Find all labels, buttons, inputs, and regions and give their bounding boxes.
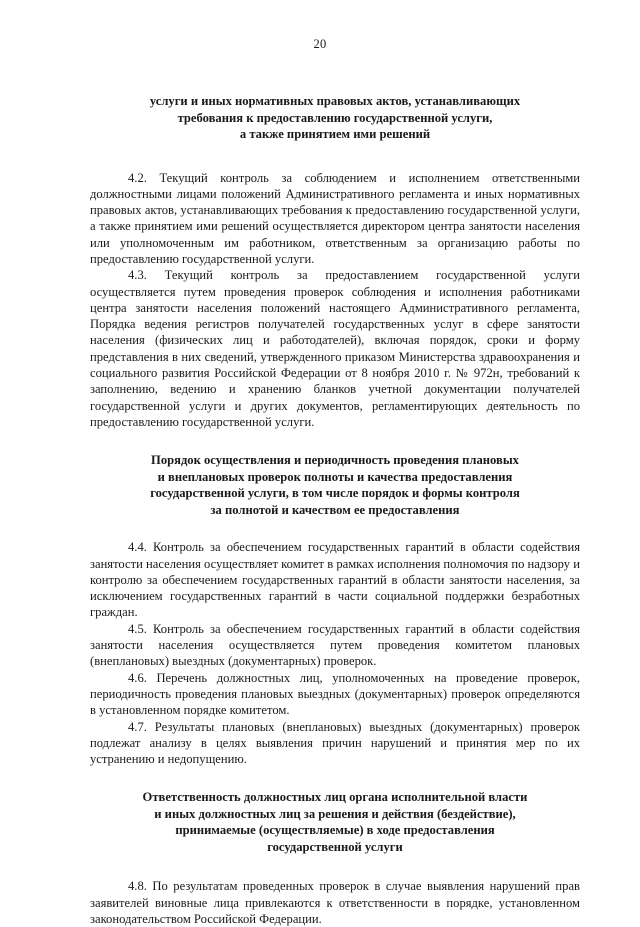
- heading-line: Порядок осуществления и периодичность проведения плановых: [151, 453, 519, 468]
- page-number: 20: [313, 37, 327, 51]
- section-heading-responsibility: [90, 789, 580, 855]
- heading-line: Ответственность должностных лиц органа исполнительной власти: [142, 790, 528, 805]
- heading-line: требования к предоставлению государственной услуги,: [177, 110, 493, 125]
- paragraph-4-7: 4.7. Результаты плановых (внеплановых) выездных (документарных) проверок подлежат анализу в целях выявления причин нарушений и принятия мер по их устранению и недопущению.: [90, 719, 580, 767]
- heading-line: и иных должностных лиц за решения и действия (бездействие),: [154, 806, 516, 821]
- paragraph-4-8: 4.8. По результатам проведенных проверок в случае выявления нарушений прав заявителей виновные лица привлекаются к ответственности в порядке, установленном законодательством Российской Федерации.: [90, 879, 580, 926]
- heading-line: государственной услуги, в том числе порядок и формы контроля: [150, 486, 520, 501]
- heading-line: услуги и иных нормативных правовых актов, устанавливающих: [149, 94, 521, 108]
- paragraph-4-3: 4.3. Текущий контроль за предоставлением государственной услуги осуществляется путем проведения проверок соблюдения и исполнения работниками центра занятости населения положений настоящего Административного регламента, Порядка ведения регистров получателей государственных услуг в сфере занятости населения (физических лиц и работодателей), включая порядок, сроки и форму представления в них сведений, утвержденного приказом Министерства здравоохранения и социального развития Российской Федерации от 8 ноября 2010 г. № 972н, требований к заполнению, ведению и хранению бланков учетной документации получателей государственной услуги и других документов, регламентирующих деятельность по предоставлению государственной услуги.: [90, 268, 580, 429]
- heading-line: за полнотой и качеством ее предоставления: [210, 502, 460, 517]
- heading-line: а также принятием ими решений: [239, 127, 431, 141]
- heading-line: принимаемые (осуществляемые) в ходе предоставления: [175, 823, 495, 838]
- document-body: [90, 93, 580, 927]
- section-heading-control-decisions: [90, 93, 580, 143]
- paragraph-4-2: 4.2. Текущий контроль за соблюдением и исполнением ответственными должностными лицами положений Административного регламента и иных нормативных правовых актов, устанавливающих требования к предоставлению государственной услуги, а также принятием ими решений осуществляется директором центра занятости населения или уполномоченным им работником, ответственным за организацию работы по предоставлению государственной услуги.: [90, 170, 580, 266]
- paragraph-4-4: 4.4. Контроль за обеспечением государственных гарантий в области содействия занятости населения осуществляет комитет в рамках исполнения полномочия по надзору и контролю за обеспечением государственных гарантий в области занятости населения, за исключением государственных гарантий в части социальной поддержки безработных граждан.: [90, 540, 580, 620]
- section-heading-inspections: [90, 452, 580, 518]
- paragraph-4-6: 4.6. Перечень должностных лиц, уполномоченных на проведение проверок, периодичность проведения плановых выездных (документарных) проверок определяются в установленном порядке комитетом.: [90, 670, 580, 718]
- heading-line: государственной услуги: [267, 839, 403, 854]
- heading-line: и внеплановых проверок полноты и качества предоставления: [157, 469, 513, 484]
- paragraph-4-5: 4.5. Контроль за обеспечением государственных гарантий в области содействия занятости населения осуществляется путем проведения комитетом плановых (внеплановых) выездных (документарных) проверок.: [90, 621, 580, 669]
